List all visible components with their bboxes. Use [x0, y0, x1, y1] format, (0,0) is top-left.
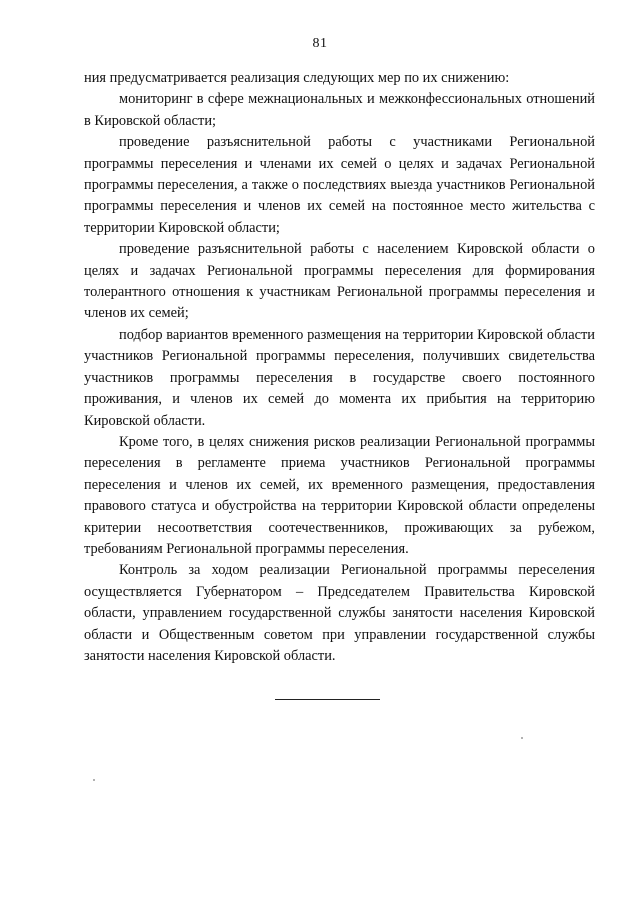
body-text	[84, 68, 595, 667]
paragraph-explanatory-work-population: проведение разъяснительной работы с населением Кировской области о целях и задачах Региональной программы переселения для формирования толерантного отношения к участникам Региональной программы переселения и членов их семей;	[84, 241, 595, 322]
scan-speck	[93, 779, 95, 781]
closing-rule	[275, 699, 380, 700]
scan-speck	[521, 737, 523, 739]
paragraph-continuation: ния предусматривается реализация следующих мер по их снижению:	[84, 70, 510, 86]
paragraph-monitoring: мониторинг в сфере межнациональных и межконфессиональных отношений в Кировской области;	[84, 91, 595, 129]
paragraph-explanatory-work-participants: проведение разъяснительной работы с участниками Региональной программы переселения и членами их семей о целях и задачах Региональной программы переселения, а также о последствиях выезда участников Региональной программы переселения и членов их семей на постоянное место жительства с территории Кировской области;	[84, 134, 595, 236]
page-number: 81	[312, 36, 328, 51]
paragraph-risk-criteria: Кроме того, в целях снижения рисков реализации Региональной программы переселения в регламенте приема участников Региональной программы переселения и членов их семей, их временного размещения, предоставления правового статуса и обустройства на территории Кировской области определены критерии несоответствия соотечественников, проживающих за рубежом, требованиям Региональной программы переселения.	[84, 433, 595, 557]
paragraph-program-control: Контроль за ходом реализации Региональной программы переселения осуществляется Губернатором – Председателем Правительства Кировской области, управлением государственной службы занятости населения Кировской области и Общественным советом при управлении государственной службы занятости населения Кировской области.	[84, 562, 595, 664]
paragraph-temporary-accommodation: подбор вариантов временного размещения на территории Кировской области участников Региональной программы переселения, получивших свидетельства участников программы переселения в государстве своего постоянного проживания, и членов их семей до момента их прибытия на территорию Кировской области.	[84, 326, 595, 429]
